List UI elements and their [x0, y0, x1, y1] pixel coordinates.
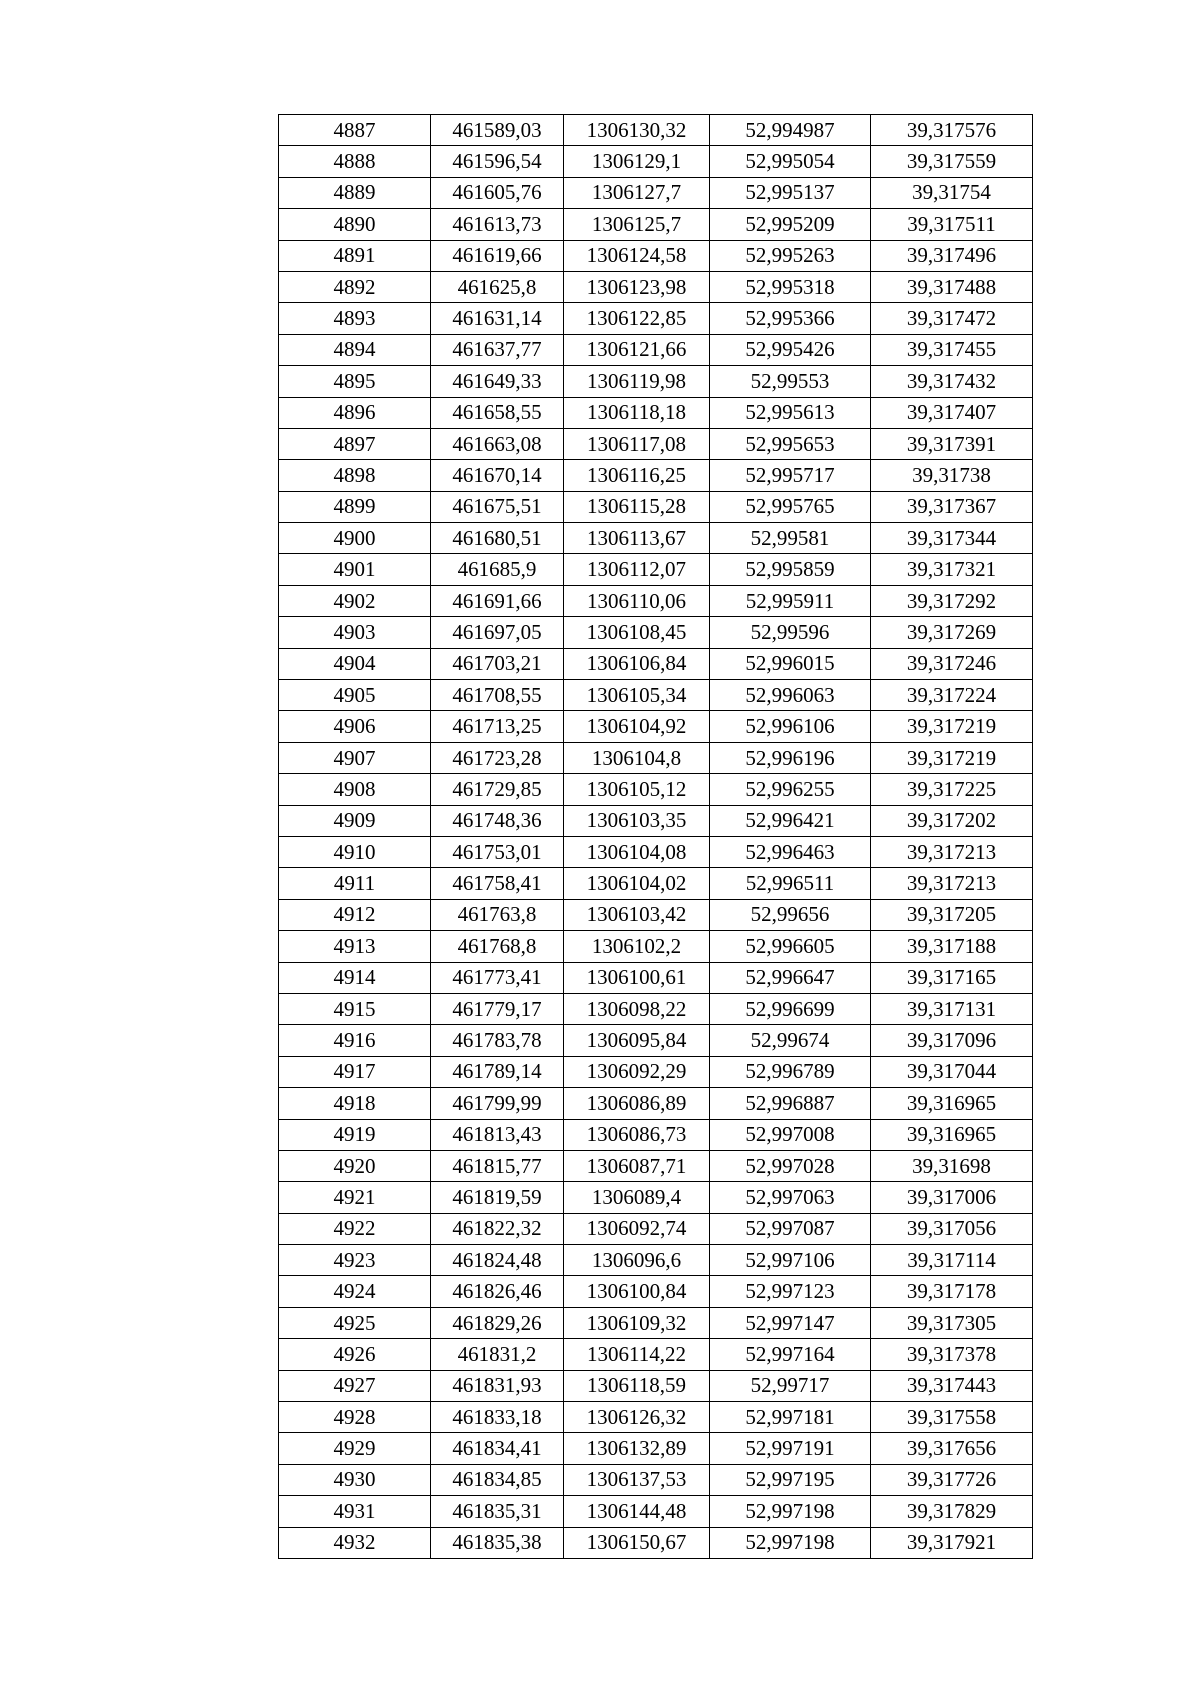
latitude-cell: 52,996463 [710, 836, 871, 867]
x-coordinate-cell: 461589,03 [431, 115, 564, 146]
table-row [279, 554, 1033, 585]
point-number-cell: 4932 [279, 1527, 431, 1558]
table-row [279, 146, 1033, 177]
table-row [279, 271, 1033, 302]
latitude-cell: 52,99553 [710, 366, 871, 397]
y-coordinate-cell: 1306122,85 [564, 303, 710, 334]
point-number-cell: 4914 [279, 962, 431, 993]
y-coordinate-cell: 1306129,1 [564, 146, 710, 177]
y-coordinate-cell: 1306106,84 [564, 648, 710, 679]
longitude-cell: 39,317131 [871, 993, 1033, 1024]
x-coordinate-cell: 461670,14 [431, 460, 564, 491]
x-coordinate-cell: 461831,93 [431, 1370, 564, 1401]
latitude-cell: 52,995653 [710, 428, 871, 459]
x-coordinate-cell: 461697,05 [431, 617, 564, 648]
y-coordinate-cell: 1306103,42 [564, 899, 710, 930]
y-coordinate-cell: 1306112,07 [564, 554, 710, 585]
x-coordinate-cell: 461658,55 [431, 397, 564, 428]
x-coordinate-cell: 461649,33 [431, 366, 564, 397]
longitude-cell: 39,317044 [871, 1056, 1033, 1087]
table-row [279, 1025, 1033, 1056]
latitude-cell: 52,99717 [710, 1370, 871, 1401]
longitude-cell: 39,317165 [871, 962, 1033, 993]
longitude-cell: 39,317096 [871, 1025, 1033, 1056]
table-row [279, 1464, 1033, 1495]
x-coordinate-cell: 461789,14 [431, 1056, 564, 1087]
point-number-cell: 4908 [279, 774, 431, 805]
point-number-cell: 4929 [279, 1433, 431, 1464]
table-row [279, 1496, 1033, 1527]
point-number-cell: 4898 [279, 460, 431, 491]
latitude-cell: 52,997008 [710, 1119, 871, 1150]
table-row [279, 711, 1033, 742]
y-coordinate-cell: 1306086,89 [564, 1088, 710, 1119]
y-coordinate-cell: 1306089,4 [564, 1182, 710, 1213]
x-coordinate-cell: 461708,55 [431, 680, 564, 711]
y-coordinate-cell: 1306104,02 [564, 868, 710, 899]
table-row [279, 742, 1033, 773]
longitude-cell: 39,317496 [871, 240, 1033, 271]
point-number-cell: 4919 [279, 1119, 431, 1150]
point-number-cell: 4890 [279, 209, 431, 240]
point-number-cell: 4931 [279, 1496, 431, 1527]
y-coordinate-cell: 1306108,45 [564, 617, 710, 648]
x-coordinate-cell: 461813,43 [431, 1119, 564, 1150]
y-coordinate-cell: 1306119,98 [564, 366, 710, 397]
point-number-cell: 4909 [279, 805, 431, 836]
y-coordinate-cell: 1306137,53 [564, 1464, 710, 1495]
point-number-cell: 4915 [279, 993, 431, 1024]
longitude-cell: 39,317292 [871, 585, 1033, 616]
longitude-cell: 39,316965 [871, 1119, 1033, 1150]
latitude-cell: 52,995209 [710, 209, 871, 240]
longitude-cell: 39,317224 [871, 680, 1033, 711]
longitude-cell: 39,317246 [871, 648, 1033, 679]
x-coordinate-cell: 461729,85 [431, 774, 564, 805]
table-row [279, 680, 1033, 711]
latitude-cell: 52,996063 [710, 680, 871, 711]
longitude-cell: 39,317205 [871, 899, 1033, 930]
longitude-cell: 39,317219 [871, 711, 1033, 742]
longitude-cell: 39,317056 [871, 1213, 1033, 1244]
x-coordinate-cell: 461763,8 [431, 899, 564, 930]
point-number-cell: 4907 [279, 742, 431, 773]
y-coordinate-cell: 1306117,08 [564, 428, 710, 459]
x-coordinate-cell: 461691,66 [431, 585, 564, 616]
x-coordinate-cell: 461819,59 [431, 1182, 564, 1213]
point-number-cell: 4927 [279, 1370, 431, 1401]
longitude-cell: 39,317432 [871, 366, 1033, 397]
latitude-cell: 52,996789 [710, 1056, 871, 1087]
x-coordinate-cell: 461675,51 [431, 491, 564, 522]
latitude-cell: 52,996647 [710, 962, 871, 993]
y-coordinate-cell: 1306105,12 [564, 774, 710, 805]
longitude-cell: 39,317213 [871, 836, 1033, 867]
y-coordinate-cell: 1306109,32 [564, 1307, 710, 1338]
point-number-cell: 4887 [279, 115, 431, 146]
longitude-cell: 39,31698 [871, 1150, 1033, 1181]
x-coordinate-cell: 461685,9 [431, 554, 564, 585]
x-coordinate-cell: 461596,54 [431, 146, 564, 177]
latitude-cell: 52,996106 [710, 711, 871, 742]
latitude-cell: 52,994987 [710, 115, 871, 146]
x-coordinate-cell: 461826,46 [431, 1276, 564, 1307]
latitude-cell: 52,997164 [710, 1339, 871, 1370]
y-coordinate-cell: 1306104,8 [564, 742, 710, 773]
y-coordinate-cell: 1306096,6 [564, 1245, 710, 1276]
longitude-cell: 39,317576 [871, 115, 1033, 146]
point-number-cell: 4916 [279, 1025, 431, 1056]
x-coordinate-cell: 461625,8 [431, 271, 564, 302]
point-number-cell: 4904 [279, 648, 431, 679]
point-number-cell: 4894 [279, 334, 431, 365]
longitude-cell: 39,317006 [871, 1182, 1033, 1213]
x-coordinate-cell: 461799,99 [431, 1088, 564, 1119]
point-number-cell: 4921 [279, 1182, 431, 1213]
y-coordinate-cell: 1306150,67 [564, 1527, 710, 1558]
longitude-cell: 39,317367 [871, 491, 1033, 522]
longitude-cell: 39,317219 [871, 742, 1033, 773]
x-coordinate-cell: 461829,26 [431, 1307, 564, 1338]
longitude-cell: 39,31754 [871, 177, 1033, 208]
longitude-cell: 39,317378 [871, 1339, 1033, 1370]
longitude-cell: 39,317321 [871, 554, 1033, 585]
y-coordinate-cell: 1306124,58 [564, 240, 710, 271]
y-coordinate-cell: 1306114,22 [564, 1339, 710, 1370]
table-row [279, 805, 1033, 836]
latitude-cell: 52,996421 [710, 805, 871, 836]
table-row [279, 617, 1033, 648]
point-number-cell: 4902 [279, 585, 431, 616]
point-number-cell: 4891 [279, 240, 431, 271]
x-coordinate-cell: 461779,17 [431, 993, 564, 1024]
point-number-cell: 4920 [279, 1150, 431, 1181]
y-coordinate-cell: 1306127,7 [564, 177, 710, 208]
latitude-cell: 52,995318 [710, 271, 871, 302]
point-number-cell: 4928 [279, 1402, 431, 1433]
table-row [279, 1245, 1033, 1276]
y-coordinate-cell: 1306087,71 [564, 1150, 710, 1181]
longitude-cell: 39,317344 [871, 523, 1033, 554]
table-row [279, 899, 1033, 930]
table-row [279, 523, 1033, 554]
x-coordinate-cell: 461680,51 [431, 523, 564, 554]
y-coordinate-cell: 1306132,89 [564, 1433, 710, 1464]
longitude-cell: 39,317921 [871, 1527, 1033, 1558]
table-row [279, 1402, 1033, 1433]
x-coordinate-cell: 461753,01 [431, 836, 564, 867]
table-row [279, 115, 1033, 146]
latitude-cell: 52,995426 [710, 334, 871, 365]
point-number-cell: 4888 [279, 146, 431, 177]
table-row [279, 962, 1033, 993]
longitude-cell: 39,317455 [871, 334, 1033, 365]
latitude-cell: 52,99656 [710, 899, 871, 930]
point-number-cell: 4896 [279, 397, 431, 428]
table-row [279, 1433, 1033, 1464]
y-coordinate-cell: 1306121,66 [564, 334, 710, 365]
latitude-cell: 52,996196 [710, 742, 871, 773]
table-row [279, 836, 1033, 867]
longitude-cell: 39,317202 [871, 805, 1033, 836]
point-number-cell: 4906 [279, 711, 431, 742]
x-coordinate-cell: 461748,36 [431, 805, 564, 836]
longitude-cell: 39,317178 [871, 1276, 1033, 1307]
x-coordinate-cell: 461758,41 [431, 868, 564, 899]
table-row [279, 1056, 1033, 1087]
table-row [279, 1276, 1033, 1307]
point-number-cell: 4889 [279, 177, 431, 208]
longitude-cell: 39,317269 [871, 617, 1033, 648]
latitude-cell: 52,996015 [710, 648, 871, 679]
y-coordinate-cell: 1306095,84 [564, 1025, 710, 1056]
y-coordinate-cell: 1306086,73 [564, 1119, 710, 1150]
table-row [279, 1339, 1033, 1370]
x-coordinate-cell: 461824,48 [431, 1245, 564, 1276]
longitude-cell: 39,317472 [871, 303, 1033, 334]
latitude-cell: 52,995717 [710, 460, 871, 491]
table-row [279, 428, 1033, 459]
point-number-cell: 4912 [279, 899, 431, 930]
table-row [279, 931, 1033, 962]
point-number-cell: 4892 [279, 271, 431, 302]
latitude-cell: 52,997198 [710, 1527, 871, 1558]
table-row [279, 1213, 1033, 1244]
point-number-cell: 4895 [279, 366, 431, 397]
y-coordinate-cell: 1306105,34 [564, 680, 710, 711]
latitude-cell: 52,995263 [710, 240, 871, 271]
point-number-cell: 4905 [279, 680, 431, 711]
table-row [279, 1150, 1033, 1181]
x-coordinate-cell: 461831,2 [431, 1339, 564, 1370]
point-number-cell: 4924 [279, 1276, 431, 1307]
latitude-cell: 52,997106 [710, 1245, 871, 1276]
longitude-cell: 39,317305 [871, 1307, 1033, 1338]
latitude-cell: 52,995366 [710, 303, 871, 334]
table-row [279, 1119, 1033, 1150]
point-number-cell: 4918 [279, 1088, 431, 1119]
latitude-cell: 52,997087 [710, 1213, 871, 1244]
y-coordinate-cell: 1306126,32 [564, 1402, 710, 1433]
point-number-cell: 4900 [279, 523, 431, 554]
y-coordinate-cell: 1306104,92 [564, 711, 710, 742]
latitude-cell: 52,99674 [710, 1025, 871, 1056]
point-number-cell: 4903 [279, 617, 431, 648]
coordinates-table [278, 114, 1033, 1559]
y-coordinate-cell: 1306110,06 [564, 585, 710, 616]
point-number-cell: 4930 [279, 1464, 431, 1495]
x-coordinate-cell: 461773,41 [431, 962, 564, 993]
table-row [279, 209, 1033, 240]
x-coordinate-cell: 461619,66 [431, 240, 564, 271]
y-coordinate-cell: 1306100,84 [564, 1276, 710, 1307]
table-row [279, 397, 1033, 428]
x-coordinate-cell: 461637,77 [431, 334, 564, 365]
table-row [279, 993, 1033, 1024]
y-coordinate-cell: 1306113,67 [564, 523, 710, 554]
x-coordinate-cell: 461835,38 [431, 1527, 564, 1558]
x-coordinate-cell: 461834,85 [431, 1464, 564, 1495]
latitude-cell: 52,997147 [710, 1307, 871, 1338]
table-row [279, 240, 1033, 271]
point-number-cell: 4901 [279, 554, 431, 585]
table-row [279, 1182, 1033, 1213]
longitude-cell: 39,317391 [871, 428, 1033, 459]
point-number-cell: 4897 [279, 428, 431, 459]
y-coordinate-cell: 1306118,18 [564, 397, 710, 428]
longitude-cell: 39,317726 [871, 1464, 1033, 1495]
y-coordinate-cell: 1306123,98 [564, 271, 710, 302]
longitude-cell: 39,317829 [871, 1496, 1033, 1527]
x-coordinate-cell: 461703,21 [431, 648, 564, 679]
x-coordinate-cell: 461815,77 [431, 1150, 564, 1181]
x-coordinate-cell: 461768,8 [431, 931, 564, 962]
y-coordinate-cell: 1306144,48 [564, 1496, 710, 1527]
latitude-cell: 52,995137 [710, 177, 871, 208]
x-coordinate-cell: 461663,08 [431, 428, 564, 459]
latitude-cell: 52,997123 [710, 1276, 871, 1307]
latitude-cell: 52,995859 [710, 554, 871, 585]
table-row [279, 1307, 1033, 1338]
longitude-cell: 39,317407 [871, 397, 1033, 428]
latitude-cell: 52,996887 [710, 1088, 871, 1119]
y-coordinate-cell: 1306103,35 [564, 805, 710, 836]
x-coordinate-cell: 461631,14 [431, 303, 564, 334]
latitude-cell: 52,997191 [710, 1433, 871, 1464]
table-row [279, 648, 1033, 679]
latitude-cell: 52,996699 [710, 993, 871, 1024]
point-number-cell: 4911 [279, 868, 431, 899]
latitude-cell: 52,995911 [710, 585, 871, 616]
y-coordinate-cell: 1306115,28 [564, 491, 710, 522]
table-row [279, 868, 1033, 899]
latitude-cell: 52,996511 [710, 868, 871, 899]
longitude-cell: 39,317656 [871, 1433, 1033, 1464]
latitude-cell: 52,997181 [710, 1402, 871, 1433]
table-row [279, 177, 1033, 208]
table-row [279, 1088, 1033, 1119]
table-row [279, 491, 1033, 522]
point-number-cell: 4917 [279, 1056, 431, 1087]
y-coordinate-cell: 1306118,59 [564, 1370, 710, 1401]
point-number-cell: 4925 [279, 1307, 431, 1338]
x-coordinate-cell: 461613,73 [431, 209, 564, 240]
point-number-cell: 4910 [279, 836, 431, 867]
x-coordinate-cell: 461723,28 [431, 742, 564, 773]
longitude-cell: 39,31738 [871, 460, 1033, 491]
latitude-cell: 52,997028 [710, 1150, 871, 1181]
y-coordinate-cell: 1306104,08 [564, 836, 710, 867]
y-coordinate-cell: 1306100,61 [564, 962, 710, 993]
longitude-cell: 39,316965 [871, 1088, 1033, 1119]
table-row [279, 334, 1033, 365]
longitude-cell: 39,317488 [871, 271, 1033, 302]
table-row [279, 1527, 1033, 1558]
latitude-cell: 52,995613 [710, 397, 871, 428]
y-coordinate-cell: 1306125,7 [564, 209, 710, 240]
latitude-cell: 52,997195 [710, 1464, 871, 1495]
latitude-cell: 52,995054 [710, 146, 871, 177]
y-coordinate-cell: 1306092,29 [564, 1056, 710, 1087]
table-row [279, 366, 1033, 397]
x-coordinate-cell: 461713,25 [431, 711, 564, 742]
table-row [279, 585, 1033, 616]
point-number-cell: 4926 [279, 1339, 431, 1370]
table-row [279, 303, 1033, 334]
longitude-cell: 39,317559 [871, 146, 1033, 177]
latitude-cell: 52,996605 [710, 931, 871, 962]
latitude-cell: 52,99581 [710, 523, 871, 554]
y-coordinate-cell: 1306130,32 [564, 115, 710, 146]
latitude-cell: 52,996255 [710, 774, 871, 805]
x-coordinate-cell: 461833,18 [431, 1402, 564, 1433]
x-coordinate-cell: 461783,78 [431, 1025, 564, 1056]
latitude-cell: 52,997198 [710, 1496, 871, 1527]
y-coordinate-cell: 1306092,74 [564, 1213, 710, 1244]
table-row [279, 1370, 1033, 1401]
coordinates-table-body [279, 115, 1033, 1559]
longitude-cell: 39,317511 [871, 209, 1033, 240]
x-coordinate-cell: 461834,41 [431, 1433, 564, 1464]
table-row [279, 460, 1033, 491]
point-number-cell: 4923 [279, 1245, 431, 1276]
longitude-cell: 39,317188 [871, 931, 1033, 962]
y-coordinate-cell: 1306102,2 [564, 931, 710, 962]
point-number-cell: 4913 [279, 931, 431, 962]
longitude-cell: 39,317443 [871, 1370, 1033, 1401]
latitude-cell: 52,997063 [710, 1182, 871, 1213]
latitude-cell: 52,99596 [710, 617, 871, 648]
x-coordinate-cell: 461822,32 [431, 1213, 564, 1244]
y-coordinate-cell: 1306116,25 [564, 460, 710, 491]
longitude-cell: 39,317225 [871, 774, 1033, 805]
longitude-cell: 39,317558 [871, 1402, 1033, 1433]
point-number-cell: 4922 [279, 1213, 431, 1244]
point-number-cell: 4893 [279, 303, 431, 334]
x-coordinate-cell: 461605,76 [431, 177, 564, 208]
point-number-cell: 4899 [279, 491, 431, 522]
latitude-cell: 52,995765 [710, 491, 871, 522]
x-coordinate-cell: 461835,31 [431, 1496, 564, 1527]
y-coordinate-cell: 1306098,22 [564, 993, 710, 1024]
longitude-cell: 39,317213 [871, 868, 1033, 899]
table-row [279, 774, 1033, 805]
longitude-cell: 39,317114 [871, 1245, 1033, 1276]
